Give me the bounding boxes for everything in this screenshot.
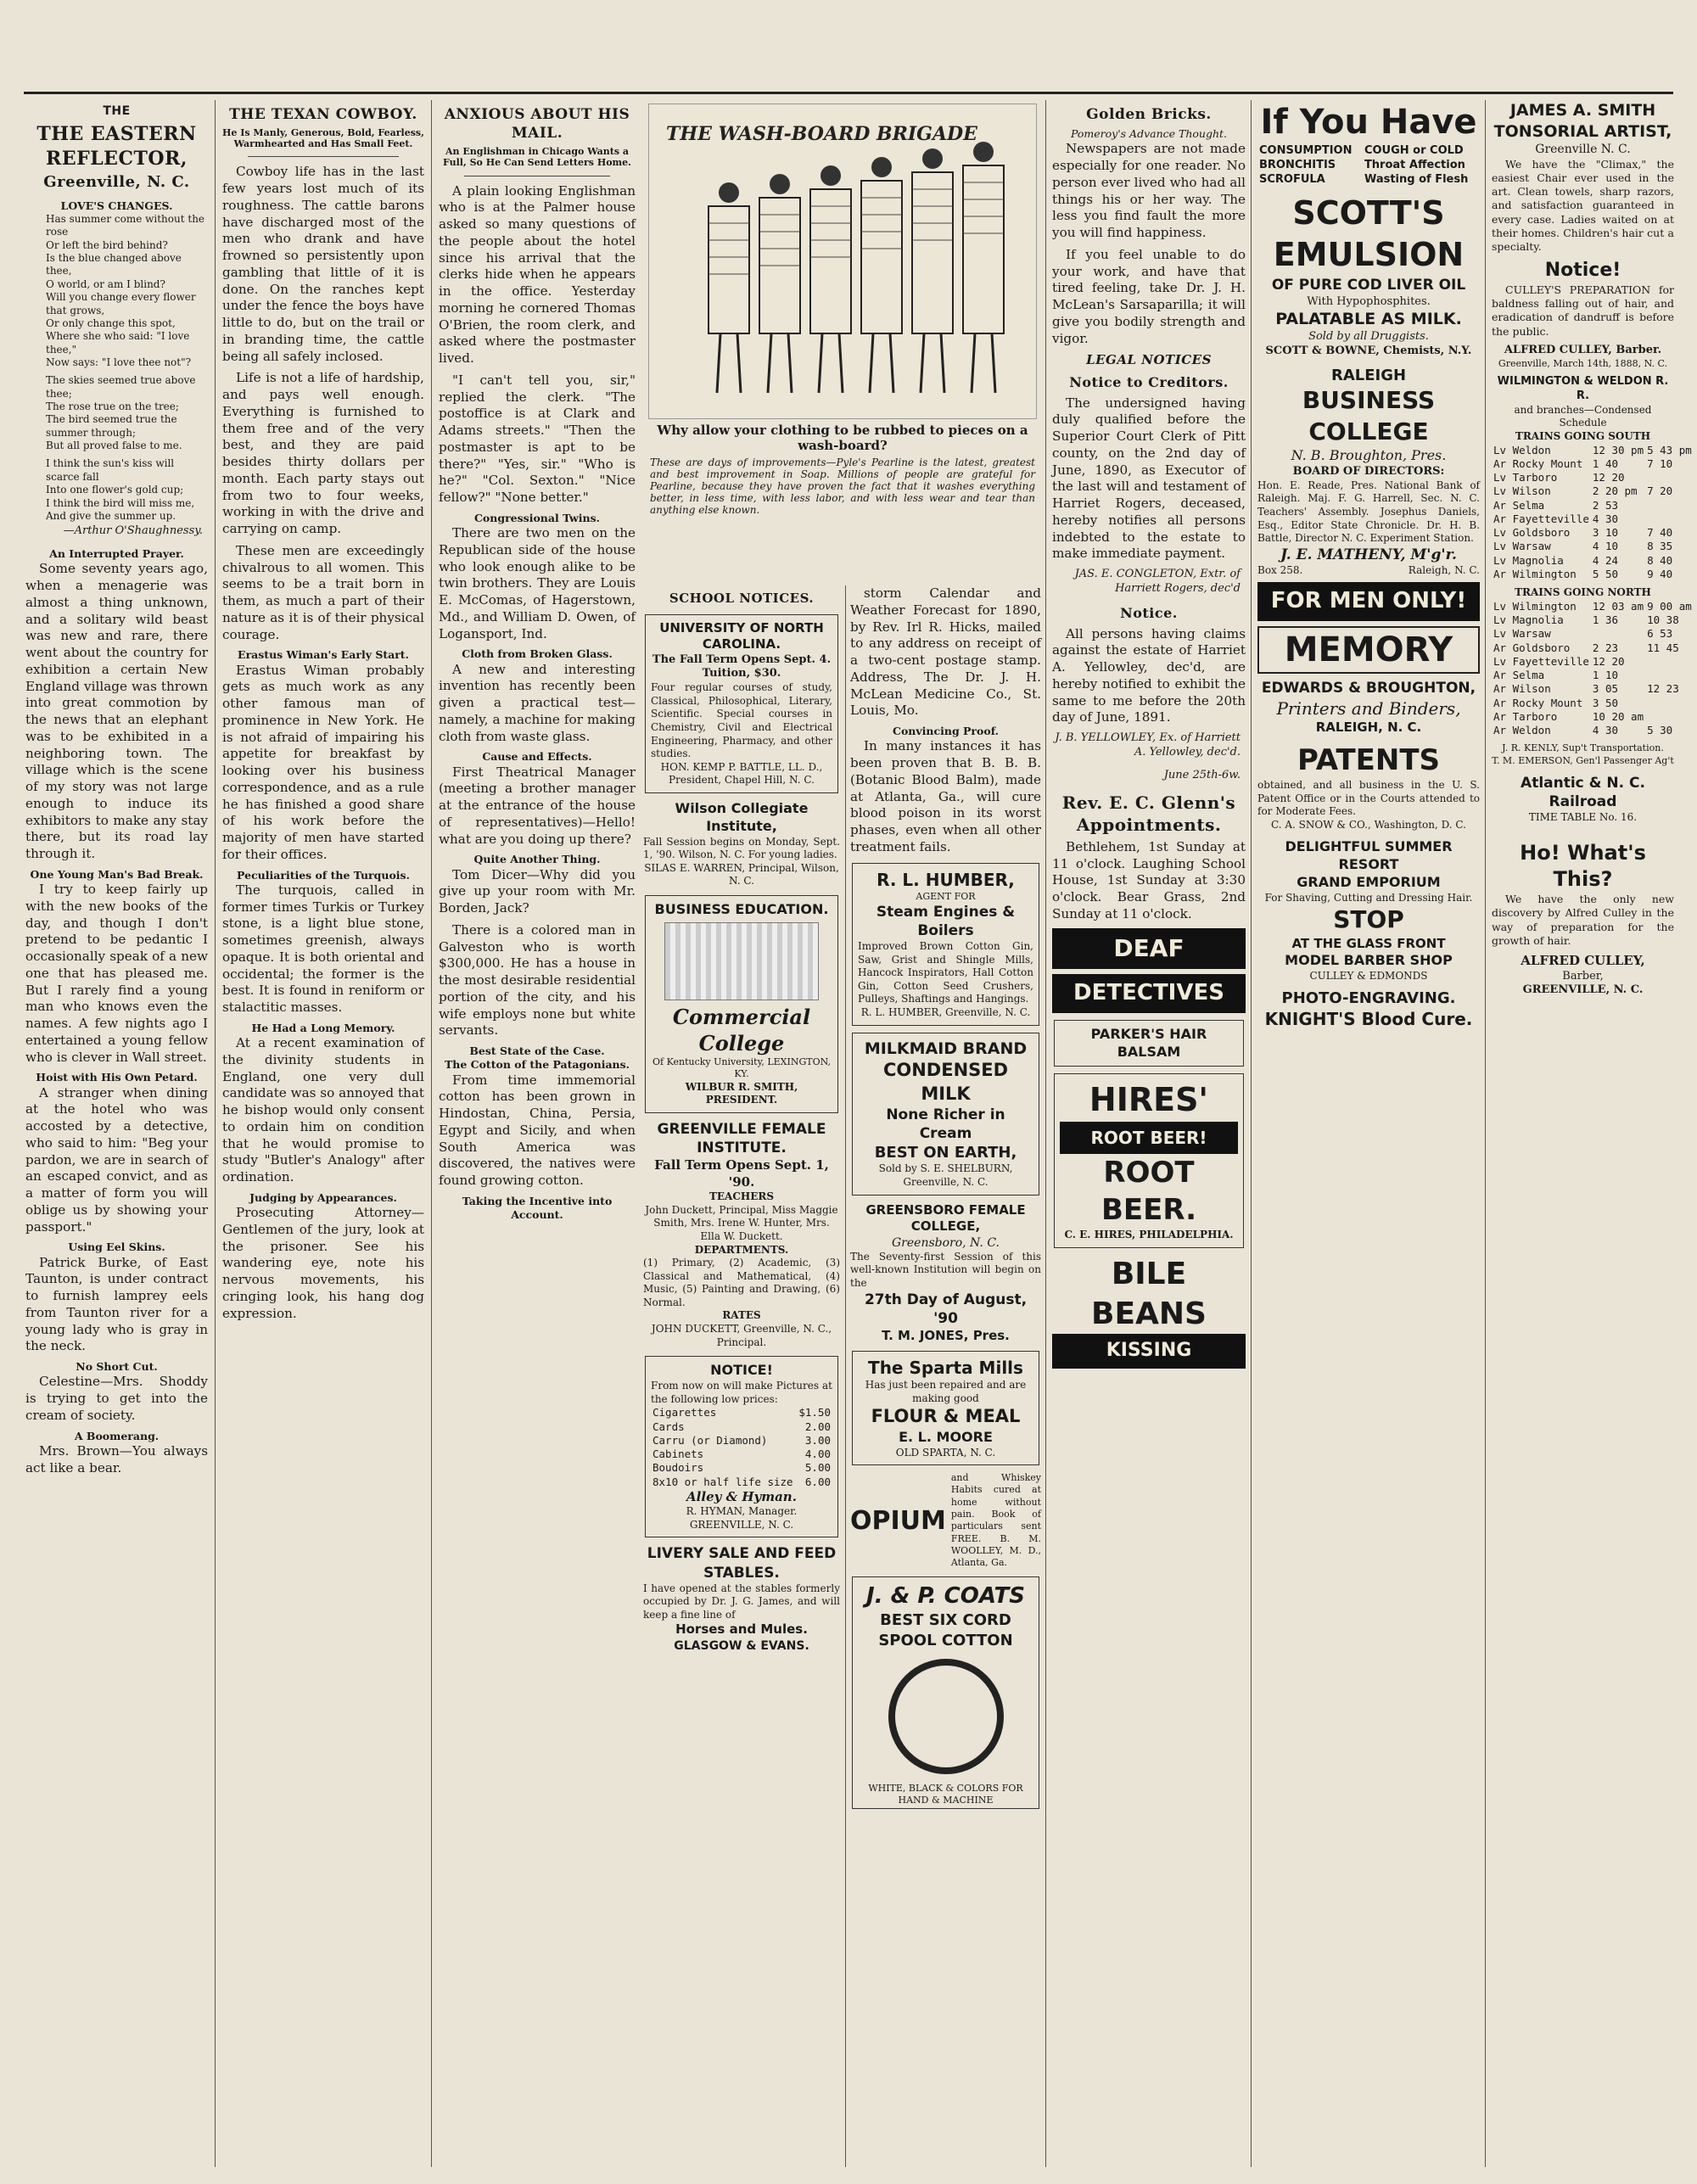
column-rule (1251, 100, 1252, 2167)
masthead-location: Greenville, N. C. (43, 173, 190, 192)
article-subtitle: An Englishman in Chicago Wants a Full, So He Can Send Letters Home. (442, 146, 632, 169)
opium-ad: OPIUM and Whiskey Habits cured at home without pain. Book of particulars sent FREE. B. M. WOOLLEY, M. D., Atlanta, Ga. (850, 1472, 1041, 1569)
female-institute-title: GREENVILLE FEMALE INSTITUTE. (657, 1120, 826, 1157)
story-title: Cloth from Broken Glass. (462, 647, 613, 661)
story-title: Judging by Appearances. (249, 1190, 397, 1204)
humber-ad: R. L. HUMBER, AGENT FOR Steam Engines & Boilers Improved Brown Cotton Gin, Saw, Grist and Shingle Mills, Hancock Inspirators, Hall Cotton Gin, Cotton Seed Crushers, Pulleys, Shaftings and Hangings. R. L. HUMBER, Greenville, N. C. (852, 863, 1039, 1026)
poem-title: LOVE'S CHANGES. (60, 199, 173, 212)
parkers-ad: PARKER'S HAIR BALSAM (1054, 1020, 1244, 1067)
college-building-illustration (664, 922, 819, 1000)
washboard-text: These are days of improvements—Pyle's Pearline is the latest, greatest and best improvement in Soap. Millions of people are grateful for Pearline, because they have proven the fact that it washes everything better, in less time, with less labor, and with less wear and tear than anything else known. (650, 456, 1035, 516)
story-text: Tom Dicer—Why did you give up your room with Mr. Borden, Jack? (439, 866, 636, 916)
wilson-sig: SILAS E. WARREN, Principal, Wilson, N. C. (644, 861, 839, 888)
column-3 (439, 100, 636, 2167)
coats-ad: J. & P. COATS BEST SIX CORD SPOOL COTTON WHITE, BLACK & COLORS FOR HAND & MACHINE (852, 1576, 1039, 1809)
article-text: "I can't tell you, sir," replied the clerk. "The postoffice is at Clark and Adams streets." "Then the postmaster is apt to be there?" "Yes, sir." "Who is he?" "Col. Sexton." "Nice fellow?" "None better." (439, 372, 636, 506)
story-title: The Cotton of the Patagonians. (444, 1058, 630, 1072)
sparta-ad: The Sparta Mills Has just been repaired and are making good FLOUR & MEAL E. L. MOORE OLD SPARTA, N. C. (852, 1351, 1039, 1465)
column-rule (215, 100, 216, 2167)
if-you-have-title: If You Have (1260, 103, 1477, 142)
story-title: Hoist with His Own Petard. (36, 1071, 198, 1084)
wilson-text: Fall Session begins on Monday, Sept. 1, '90. Wilson, N. C. For young ladies. (643, 835, 840, 861)
price-row: Cards 2.00 (652, 1420, 831, 1433)
school-notices-header: SCHOOL NOTICES. (669, 591, 815, 606)
story-text: Celestine—Mrs. Shoddy is trying to get into the cream of society. (25, 1374, 208, 1423)
story-title: He Had a Long Memory. (251, 1021, 395, 1034)
bile-beans-ad: BILE BEANS (1091, 1256, 1207, 1331)
story-text: Patrick Burke, of East Taunton, is under contract to furnish lamprey eels from Taunton river for a young lady who is gray in the neck. (25, 1254, 208, 1354)
price-row: Boudoirs 5.00 (652, 1461, 831, 1475)
article-title: THE TEXAN COWBOY. (229, 106, 417, 123)
story-title: Using Eel Skins. (68, 1240, 165, 1254)
masthead-title: THE EASTERN REFLECTOR, (36, 123, 197, 170)
story-text: The turquois, called in former times Turkis or Turkey stone, is a light blue stone, sometimes greenish, always opaque. It is both oriental and occidental; the former is the best. It is found in reniform or stalactitic masses. (222, 882, 424, 1016)
story-title: Congressional Twins. (473, 511, 601, 524)
story-title: No Short Cut. (76, 1360, 158, 1374)
column-rule (1045, 100, 1046, 2167)
poem-body: Has summer come without the rose Or left the bird behind? Is the blue changed above thee, O world, or am I blind? Will you change every flower that grows, Or only change this spot, Where she who said: "I love thee," Now says: "I love thee not"? The skies seemed true above thee; The rose true on the tree; The bird seemed true the summer through; But all proved false to me. I think the sun's kiss will scarce fall Into one flower's gold cup; I think the bird will miss me, And give the summer up. (46, 213, 205, 522)
story-text: Erastus Wiman probably gets as much work as any other famous man of prominence in New York. He is not afraid of impairing his appetite for breakfast by looking over his business correspondence, and as a rule he has finished a good share of his work before the majority of men have started for their offices. (222, 662, 424, 862)
hires-ad: HIRES' ROOT BEER! ROOT BEER. C. E. HIRES, PHILADELPHIA. (1054, 1073, 1244, 1247)
masthead-the: THE (103, 104, 131, 118)
story-title: Peculiarities of the Turquois. (237, 868, 410, 882)
story-text: From time immemorial cotton has been grown in Hindostan, China, Persia, Egypt and Sicily, and when South America was discovered, the natives were found growing cotton. (439, 1072, 636, 1189)
trains-south-table: Lv Weldon 12 30 pm 5 43 pm Ar Rocky Mount 1 40 7 10 Lv Tarboro 12 20 Lv Wilson 2 20 pm 7 20 Ar Selma 2 53 Ar Fayetteville 4 30 Lv Goldsboro 3 10 7 40 Lv Warsaw 4 10 8 35 Lv Magnolia 4 24 8 40 Ar Wilmington 5 50 9 40 (1493, 443, 1692, 580)
article-subtitle: He Is Manly, Generous, Bold, Fearless, Warmhearted and Has Small Feet. (222, 127, 424, 150)
article-text: A plain looking Englishman who is at the Palmer house asked so many questions of the people about the hotel since his arrival that the clerks hide when he appears in the office. Yesterday morning he cornered Thomas O'Brien, the room clerk, and asked where the postmaster lived. (439, 182, 636, 367)
story-title: Taking the Incentive into Account. (462, 1194, 613, 1222)
unc-ad: UNIVERSITY OF NORTH CAROLINA. The Fall Term Opens Sept. 4. Tuition, $30. Four regular courses of study, Classical, Philosophical, Literary, Scientific. Special courses in Chemistry, Civil and Electrical Engineering, Pharmacy, and other studies. HON. KEMP P. BATTLE, LL. D., President, Chapel Hill, N. C. (645, 614, 838, 794)
column-rule (431, 100, 432, 2167)
spool-icon (888, 1659, 1004, 1774)
ailments-table: CONSUMPTION COUGH or COLD BRONCHITIS Throat Affection SCROFULA Wasting of Flesh (1259, 144, 1469, 186)
for-men-only-ad: FOR MEN ONLY! (1257, 582, 1480, 621)
story-text: A stranger when dining at the hotel who was accosted by a detective, who said to him: "Beg your pardon, we are in search of an escaped convict, and as a matter of form you will oblige us by showing your passport." (25, 1084, 208, 1235)
storm-text: storm Calendar and Weather Forecast for 1890, by Rev. Irl R. Hicks, mailed to any address on receipt of a two-cent postage stamp. Address, The Dr. J. H. McLean Medicine Co., St. Louis, Mo. (850, 585, 1041, 719)
column-1 (25, 100, 208, 2167)
column-4: SCHOOL NOTICES. UNIVERSITY OF NORTH CAROLINA. The Fall Term Opens Sept. 4. Tuition, $30. Four regular courses of study, Classical, Philosophical, Literary, Scientific. Special courses in Chemistry, Civil and Electrical Engineering, Pharmacy, and other studies. HON. KEMP P. BATTLE, LL. D., President, Chapel Hill, N. C. Wilson Collegiate Institute, Fall Session begins on Monday, Sept. 1, '90. Wilson, N. C. For young ladies. SILAS E. WARREN, Principal, Wilson, N. C. BUSINESS EDUCATION. Commercial College Of Kentucky University, LEXINGTON, KY. WILBUR R. SMITH, PRESIDENT. GREENVILLE FEMALE INSTITUTE. Fall Term Opens Sept. 1, '90. TEACHERS John Duckett, Principal, Miss Maggie Smith, Mrs. Irene W. Hunter, Mrs. Ella W. Duckett. DEPARTMENTS. (1) Primary, (2) Academic, (3) Classical and Mathematical, (4) Music, (5) Painting and Drawing, (6) Normal. RATES JOHN DUCKETT, Greenville, N. C., Principal. NOTICE! From now on will make Pictures at the following low prices: Cigarettes $1.50 Cards 2.00 Carru (or Diamond) 3.00 Cabinets 4.00 Boudoirs 5.00 8x10 or half life size 6.00 Alley & Hyman. R. HYMAN, Manager. GREENVILLE, N. C. LIVERY SALE AND FEED STABLES. I have opened at the stables formerly occupied by Dr. J. G. James, and will keep a fine line of Horses and Mules. GLASGOW & EVANS. (643, 591, 840, 1653)
story-text: I try to keep fairly up with the new books of the day, and though I don't pretend to be pedantic I occasionally speak of a new one that has pleased me. But I rarely find a young man who knows even the names. A few nights ago I entertained a young fellow who is clever in Wall street. (25, 882, 208, 1065)
memory-ad: MEMORY (1257, 626, 1480, 674)
story-text: There is a colored man in Galveston who is worth $300,000. He has a house in the most desirable residential portion of the city, and his wife employs none but white servants. (439, 921, 636, 1039)
washboard-brigade-picture (649, 104, 1036, 415)
column-rule (845, 585, 846, 2167)
price-row: Cigarettes $1.50 (652, 1406, 831, 1420)
washboard-ad (643, 100, 1042, 575)
detectives-ad: DETECTIVES (1052, 974, 1246, 1013)
column-7: If You Have CONSUMPTION COUGH or COLD BRONCHITIS Throat Affection SCROFULA Wasting of Flesh SCOTT'S EMULSION OF PURE COD LIVER OIL With Hypophosphites. PALATABLE AS MILK. Sold by all Druggists. SCOTT & BOWNE, Chemists, N.Y. RALEIGH BUSINESS COLLEGE N. B. Broughton, Pres. BOARD OF DIRECTORS: Hon. E. Reade, Pres. National Bank of Raleigh. Maj. F. G. Harrell, Sec. N. C. Teachers' Assembly. Josephus Daniels, Esq., Editor State Chronicle. Dr. H. B. Battle, Director N. C. Experiment Station. J. E. MATHENY, M'g'r. Box 258. Raleigh, N. C. FOR MEN ONLY! MEMORY EDWARDS & BROUGHTON, Printers and Binders, RALEIGH, N. C. PATENTS obtained, and all business in the U. S. Patent Office or in the Courts attended to for Moderate Fees. C. A. SNOW & CO., Washington, D. C. DELIGHTFUL SUMMER RESORT GRAND EMPORIUM For Shaving, Cutting and Dressing Hair. STOP AT THE GLASS FRONT MODEL BARBER SHOP CULLEY & EDMONDS PHOTO-ENGRAVING. KNIGHT'S Blood Cure. (1257, 100, 1480, 2167)
story-title: Erastus Wiman's Early Start. (238, 648, 409, 662)
price-table (651, 1406, 832, 1489)
trains-north-table: Lv Wilmington 12 03 am 9 00 am Lv Magnolia 1 36 10 38 Lv Warsaw 6 53 Ar Goldsboro 2 23 11 45 Lv Fayetteville 12 20 Ar Selma 1 10 Ar Wilson 3 05 12 23 Ar Rocky Mount 3 50 Ar Tarboro 10 20 am Ar Weldon 4 30 5 30 (1493, 599, 1692, 736)
column-rule (1485, 100, 1486, 2167)
column-6: Golden Bricks. Pomeroy's Advance Thought. Newspapers are not made especially for one reader. No person ever lived who had all things his or her way. The less you find fault the more you will find happiness. If you feel unable to do your work, and have that tired feeling, take Dr. J. H. McLean's Sarsaparilla; it will give you bodily strength and vigor. LEGAL NOTICES Notice to Creditors. The undersigned having duly qualified before the Superior Court Clerk of Pitt county, on the 2nd day of June, 1890, as Executor of the last will and testament of Harriet Rogers, deceased, hereby notifies all persons indebted to the estate to make immediate payment. JAS. E. CONGLETON, Extr. of Harriett Rogers, dec'd Notice. All persons having claims against the estate of Harriet A. Yellowley, dec'd, are hereby notified to exhibit the same to me before the 20th day of June, 1891. J. B. YELLOWLEY, Ex. of Harriett A. Yellowley, dec'd. June 25th-6w. Rev. E. C. Glenn's Appointments. Bethlehem, 1st Sunday at 11 o'clock. Laughing School House, 1st Sunday at 3:30 o'clock. Bear Grass, 2nd Sunday at 11 o'clock. DEAF DETECTIVES PARKER'S HAIR BALSAM HIRES' ROOT BEER! ROOT BEER. C. E. HIRES, PHILADELPHIA. BILE BEANS KISSING (1052, 100, 1246, 2167)
column-2 (222, 100, 424, 2167)
article-text: Cowboy life has in the last few years lost much of its roughness. The cattle barons have discharged most of the men who drank and have frowned so persistently upon gambling that little of it is done. On the ranches kept under the fence the boys have little to do, but on the trail or in branding time, the cattle being all safely inclosed. (222, 164, 424, 364)
story-text: Some seventy years ago, when a menagerie was almost a thing unknown, and a solitary wild beast was new and rare, there went about the country for exhibition a certain New England village was thrown into great commotion by the news that an elephant was to be exhibited in a neighboring town. The village which is the scene of my story was not large enough to induce its exhibitors to make any stay there, but its road lay through it. (25, 561, 208, 862)
story-text: A new and interesting invention has recently been given a practical test—namely, a machine for making cloth from waste glass. (439, 661, 636, 744)
washboard-caption: Why allow your clothing to be rubbed to pieces on a wash-board? (657, 423, 1028, 453)
article-text: Life is not a life of hardship, and pays well enough. Everything is furnished to them free and of the very best, and they are paid besides thirty dollars per month. Each party stays out from two to four weeks, working in with the drive and carrying on camp. (222, 370, 424, 537)
price-row: Carru (or Diamond) 3.00 (652, 1433, 831, 1447)
female-institute-sub: Fall Term Opens Sept. 1, '90. (654, 1157, 829, 1190)
milkmaid-ad: MILKMAID BRAND CONDENSED MILK None Richer in Cream BEST ON EARTH, Sold by S. E. SHELBURN, Greenville, N. C. (852, 1033, 1039, 1196)
story-title: Cause and Effects. (482, 750, 592, 764)
wilson-title: Wilson Collegiate Institute, (675, 800, 809, 834)
price-row: Cabinets 4.00 (652, 1448, 831, 1460)
story-text: Prosecuting Attorney—Gentlemen of the jury, look at the prisoner. See his wandering eye, note his nervous movements, his cringing look, his hang dog expression. (222, 1205, 424, 1321)
article-title: ANXIOUS ABOUT HIS MAIL. (444, 106, 630, 143)
deaf-ad: DEAF (1052, 928, 1246, 969)
story-text: There are two men on the Republican side of the house who look enough alike to be twin brothers. They are Louis E. McComas, of Hagerstown, Md., and William D. Owen, of Logansport, Ind. (439, 525, 636, 641)
story-title: Best State of the Case. (469, 1044, 605, 1058)
commercial-ad: BUSINESS EDUCATION. Commercial College Of Kentucky University, LEXINGTON, KY. WILBUR R. SMITH, PRESIDENT. (645, 895, 838, 1113)
price-row: 8x10 or half life size 6.00 (652, 1475, 831, 1488)
story-title: A Boomerang. (74, 1429, 160, 1442)
story-title: An Interrupted Prayer. (49, 547, 184, 561)
column-8: JAMES A. SMITH TONSORIAL ARTIST, Greenville N. C. We have the "Climax," the easiest Chair ever used in the art. Clean towels, sharp razors, and satisfaction guaranteed in every case. Ladies waited on at their homes. Children's hair cut a specialty. Notice! CULLEY'S PREPARATION for baldness falling out of hair, and eradication of dandruff is before the public. ALFRED CULLEY, Barber. Greenville, March 14th, 1888, N. C. WILMINGTON & WELDON R. R. and branches—Condensed Schedule TRAINS GOING SOUTH Lv Weldon 12 30 pm 5 43 pm Ar Rocky Mount 1 40 7 10 Lv Tarboro 12 20 Lv Wilson 2 20 pm 7 20 Ar Selma 2 53 Ar Fayetteville 4 30 Lv Goldsboro 3 10 7 40 Lv Warsaw 4 10 8 35 Lv Magnolia 4 24 8 40 Ar Wilmington 5 50 9 40 TRAINS GOING NORTH Lv Wilmington 12 03 am 9 00 am Lv Magnolia 1 36 10 38 Lv Warsaw 6 53 Ar Goldsboro 2 23 11 45 Lv Fayetteville 12 20 Ar Selma 1 10 Ar Wilson 3 05 12 23 Ar Rocky Mount 3 50 Ar Tarboro 10 20 am Ar Weldon 4 30 5 30 J. R. KENLY, Sup't Transportation. T. M. EMERSON, Gen'l Passenger Ag't Atlantic & N. C. Railroad TIME TABLE No. 16. Ho! What's This? We have the only new discovery by Alfred Culley in the way of preparation for the growth of hair. ALFRED CULLEY, Barber, GREENVILLE, N. C. (1492, 101, 1692, 997)
poem-author: —Arthur O'Shaughnessy. (63, 524, 203, 538)
article-text: These men are exceedingly chivalrous to all women. This seems to be a trait born in them, as much a part of their nature as it is of their physical courage. (222, 542, 424, 642)
washboard-illustration (648, 104, 1037, 419)
story-text: Mrs. Brown—You always act like a bear. (25, 1442, 208, 1476)
svg-text:THE WASH-BOARD BRIGADE: THE WASH-BOARD BRIGADE (666, 123, 977, 145)
story-title: Quite Another Thing. (473, 853, 601, 866)
livery-title: LIVERY SALE AND FEED STABLES. (647, 1545, 837, 1582)
story-text: At a recent examination of the divinity students in England, one very dull candidate was so annoyed that he bishop would only consent to ordain him on condition that he would promise to study "Butler's Analogy" after ordination. (222, 1035, 424, 1185)
top-rule (24, 92, 1673, 94)
photo-prices-notice: NOTICE! From now on will make Pictures at the following low prices: Cigarettes $1.50 Cards 2.00 Carru (or Diamond) 3.00 Cabinets 4.00 Boudoirs 5.00 8x10 or half life size 6.00 Alley & Hyman. R. HYMAN, Manager. GREENVILLE, N. C. (645, 1356, 838, 1537)
column-5: storm Calendar and Weather Forecast for 1890, by Rev. Irl R. Hicks, mailed to any address on receipt of a two-cent postage stamp. Address, The Dr. J. H. McLean Medicine Co., St. Louis, Mo. Convincing Proof. In many instances it has been proven that B. B. B. (Botanic Blood Balm), made at Atlanta, Ga., will cure blood poison in its worst phases, even when all other treatment fails. R. L. HUMBER, AGENT FOR Steam Engines & Boilers Improved Brown Cotton Gin, Saw, Grist and Shingle Mills, Hancock Inspirators, Hall Cotton Gin, Cotton Seed Crushers, Pulleys, Shaftings and Hangings. R. L. HUMBER, Greenville, N. C. MILKMAID BRAND CONDENSED MILK None Richer in Cream BEST ON EARTH, Sold by S. E. SHELBURN, Greenville, N. C. GREENSBORO FEMALE COLLEGE, Greensboro, N. C. The Seventy-first Session of this well-known Institution will begin on the 27th Day of August, '90 T. M. JONES, Pres. The Sparta Mills Has just been repaired and are making good FLOUR & MEAL E. L. MOORE OLD SPARTA, N. C. OPIUM and Whiskey Habits cured at home without pain. Book of particulars sent FREE. B. M. WOOLLEY, M. D., Atlanta, Ga. J. & P. COATS BEST SIX CORD SPOOL COTTON WHITE, BLACK & COLORS FOR HAND & MACHINE (850, 585, 1041, 2167)
story-text: First Theatrical Manager (meeting a brother manager at the entrance of the house of representatives)—Hello! what are you doing up there? (439, 764, 636, 847)
story-title: One Young Man's Bad Break. (30, 867, 204, 881)
